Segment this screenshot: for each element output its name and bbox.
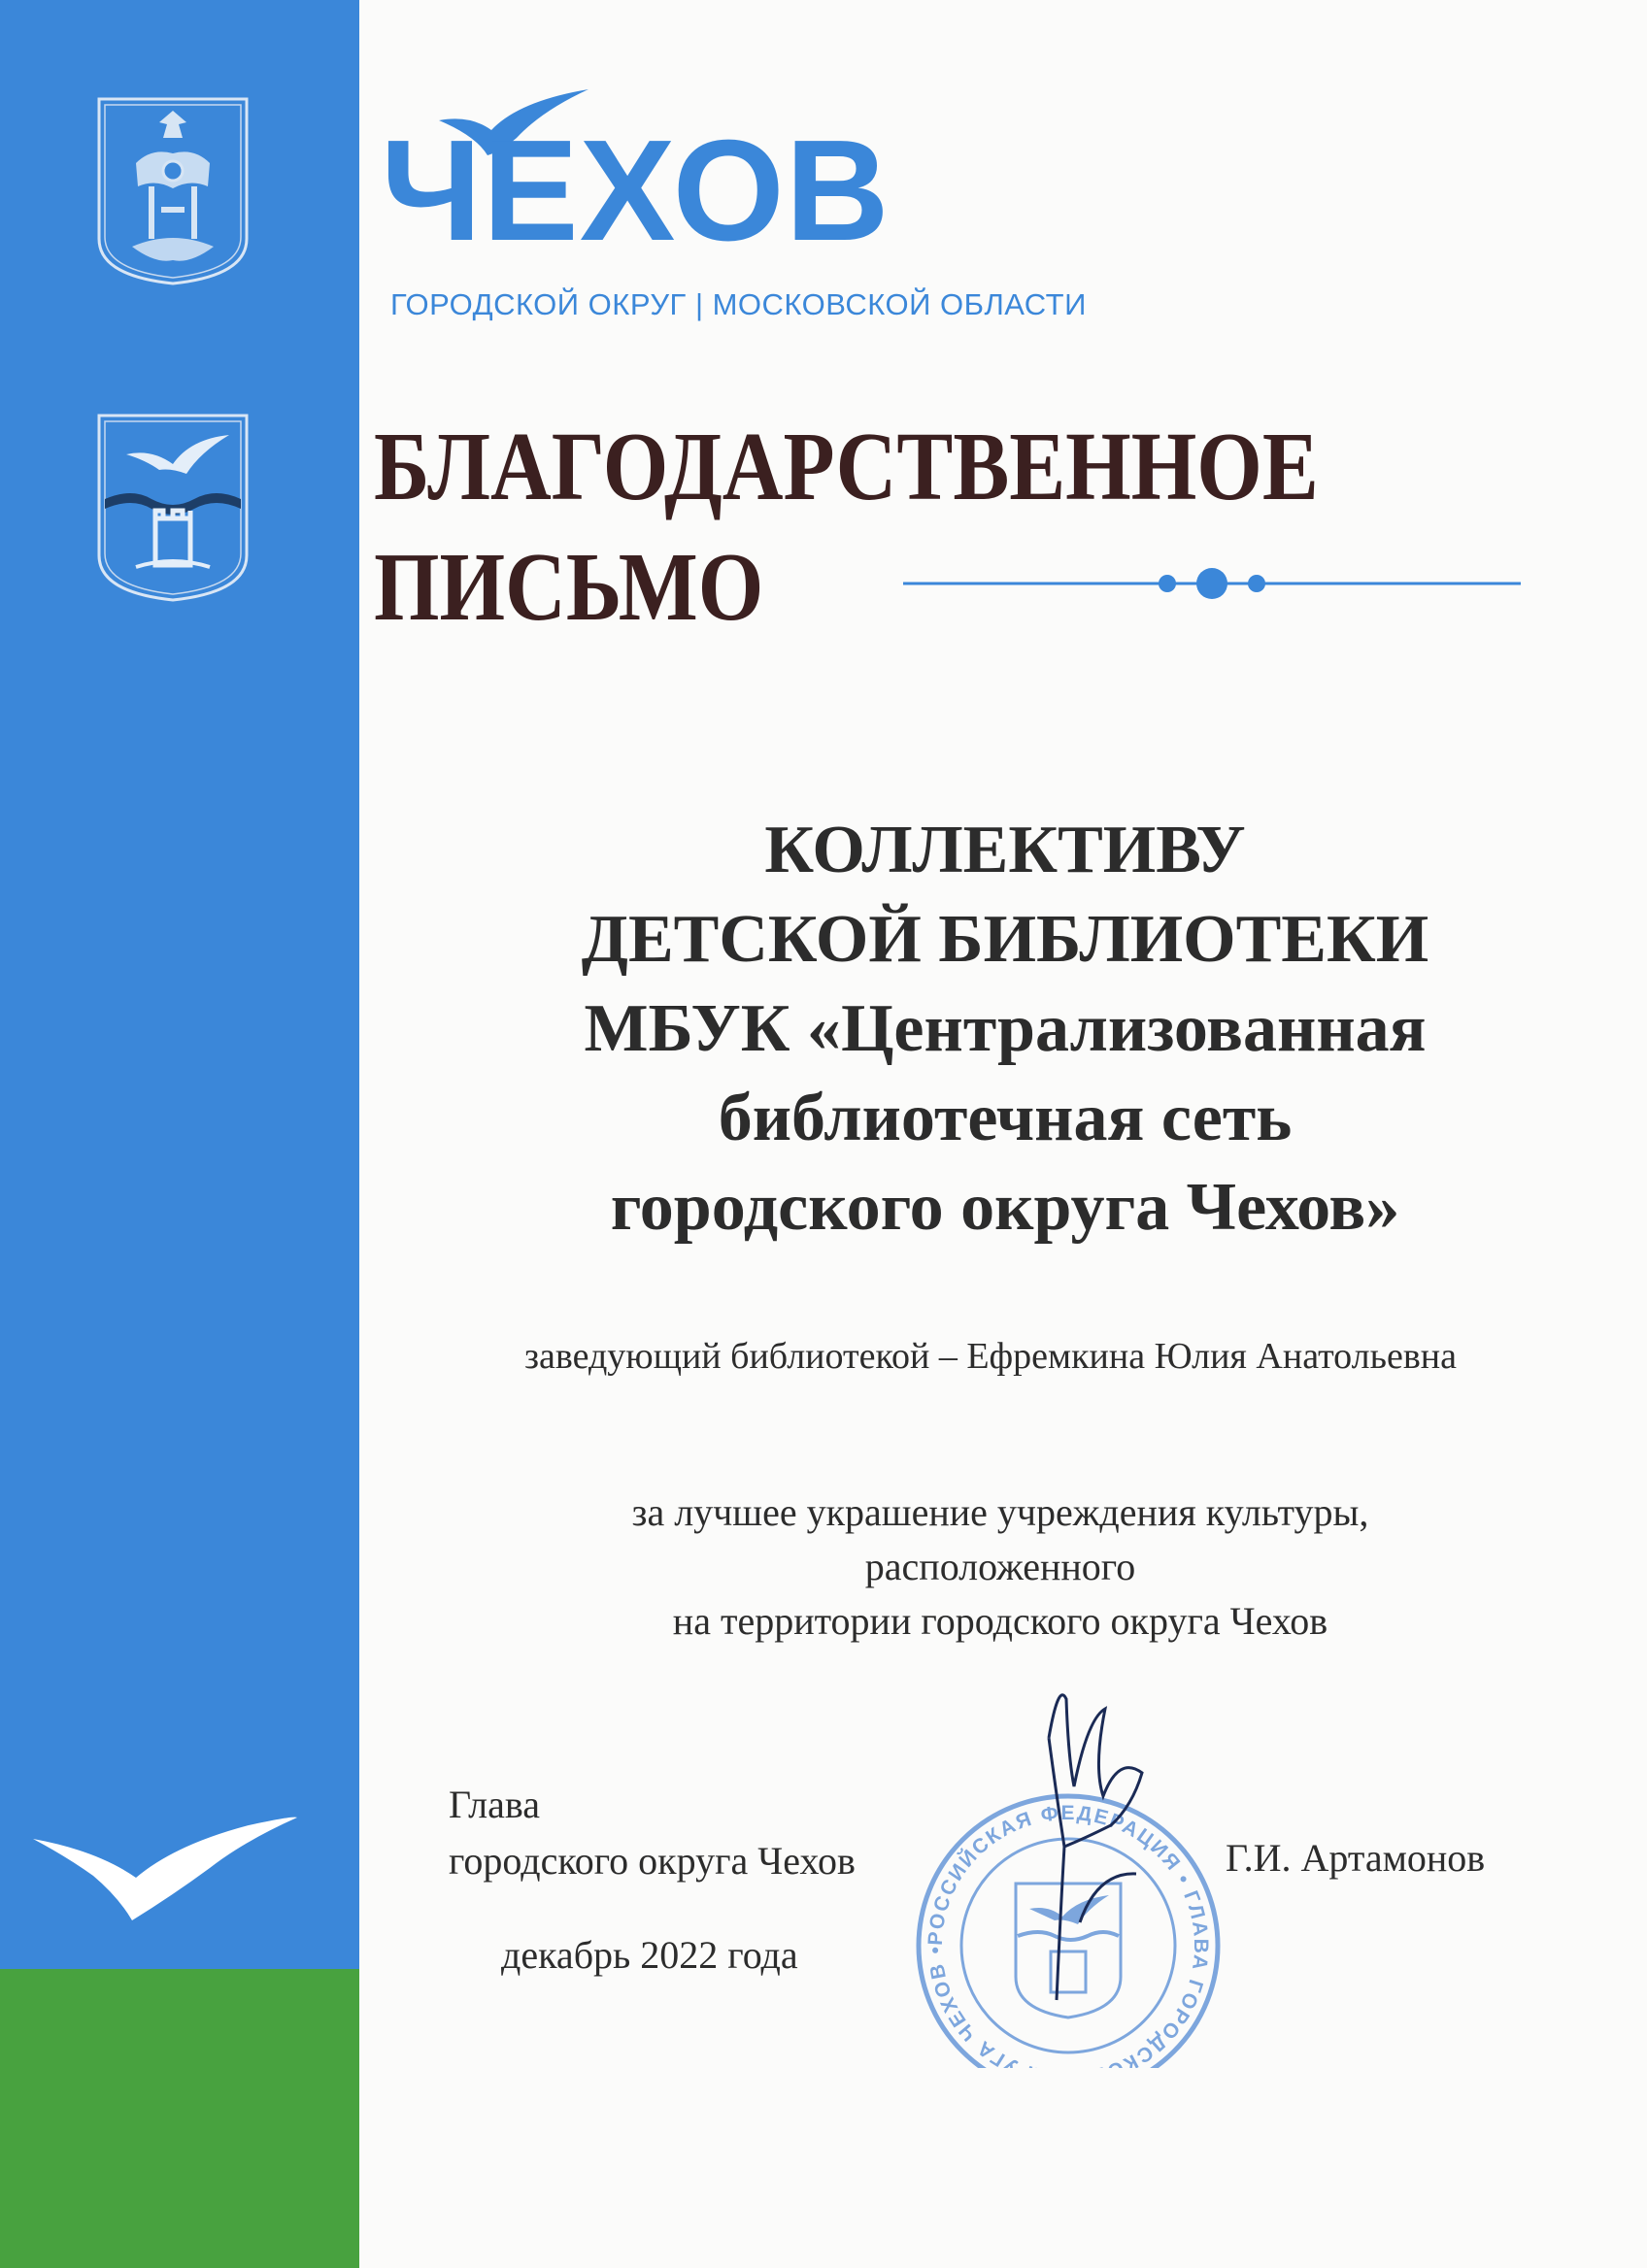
title-line-1: БЛАГОДАРСТВЕННОЕ bbox=[374, 412, 1319, 520]
reason-block bbox=[486, 1485, 1515, 1649]
svg-text:РОССИЙСКАЯ ФЕДЕРАЦИЯ • ГЛАВА Г bbox=[903, 1680, 1212, 2068]
recipient-line: КОЛЛЕКТИВУ bbox=[764, 813, 1246, 887]
reason-line: расположенного bbox=[864, 1545, 1136, 1588]
title-line-2: ПИСЬМО bbox=[374, 532, 764, 641]
chekhov-coat-of-arms-icon bbox=[93, 410, 252, 604]
seagull-icon bbox=[29, 1806, 301, 1922]
chekhov-logo bbox=[381, 87, 1087, 350]
signatory-position-line-2: городского округа Чехов bbox=[449, 1839, 856, 1883]
head-of-library-line: заведующий библиотекой – Ефремкина Юлия Анатольевна bbox=[524, 1336, 1457, 1377]
recipient-line: городского округа Чехов» bbox=[610, 1170, 1400, 1245]
signatory-position bbox=[449, 1777, 856, 1889]
reason-line: за лучшее украшение учреждения культуры, bbox=[631, 1490, 1369, 1534]
recipient-line: ДЕТСКОЙ БИБЛИОТЕКИ bbox=[581, 902, 1429, 977]
moscow-oblast-coat-of-arms-icon bbox=[93, 93, 252, 287]
dots-line-ornament-icon bbox=[903, 559, 1521, 608]
side-stripe-green bbox=[0, 1969, 359, 2268]
document-title bbox=[374, 406, 1319, 647]
reason-line: на территории городского округа Чехов bbox=[672, 1599, 1328, 1643]
signatory-position-line-1: Глава bbox=[449, 1783, 540, 1826]
logo-subtitle: ГОРОДСКОЙ ОКРУГ | МОСКОВСКОЙ ОБЛАСТИ bbox=[390, 287, 1087, 321]
official-stamp bbox=[903, 1680, 1233, 2068]
recipient-line: библиотечная сеть bbox=[718, 1081, 1293, 1155]
recipient-line: МБУК «Централизованная bbox=[584, 991, 1427, 1066]
logo-word: ЧЕХОВ bbox=[381, 111, 891, 271]
recipient-block bbox=[447, 806, 1563, 1252]
issue-date: декабрь 2022 года bbox=[501, 1933, 798, 1977]
stamp-ring-text: РОССИЙСКАЯ ФЕДЕРАЦИЯ • ГЛАВА ГОРОДСК УГА ЧЕХОВ • bbox=[924, 1801, 1213, 2068]
side-stripe-blue bbox=[0, 0, 359, 1969]
signatory-name: Г.И. Артамонов bbox=[1226, 1836, 1486, 1880]
